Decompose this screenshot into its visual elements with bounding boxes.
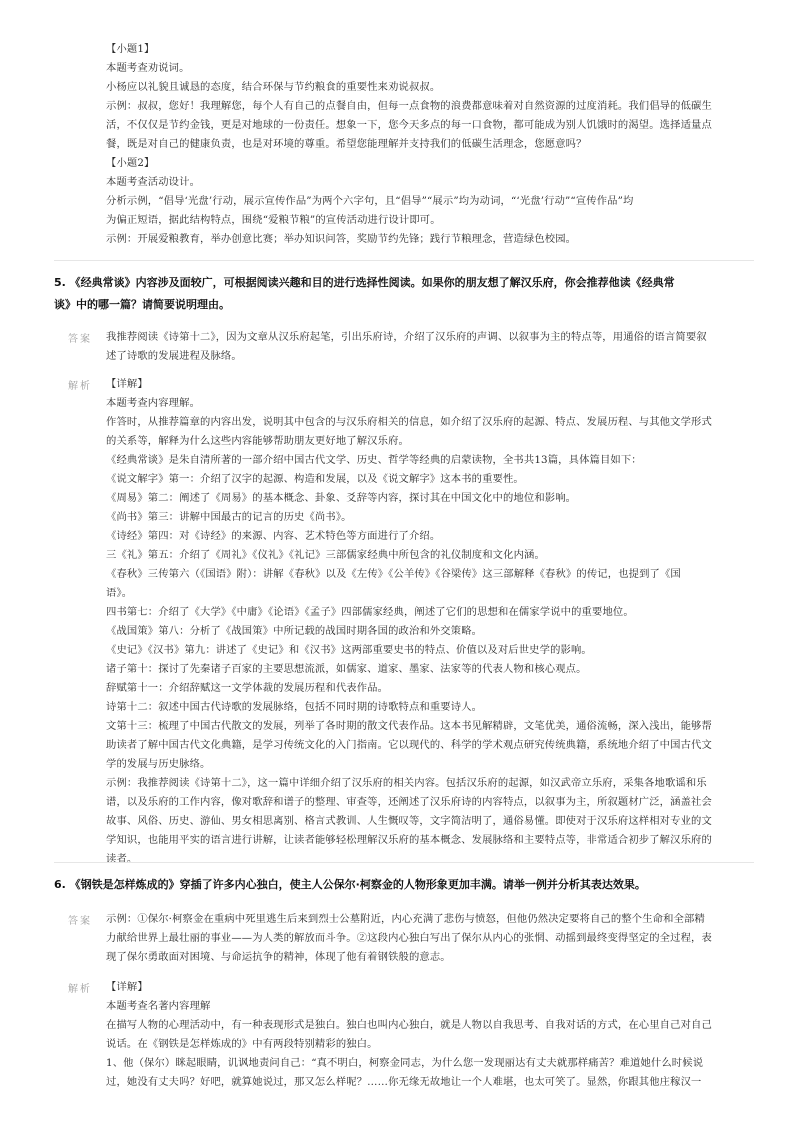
text-line: 【小题2】: [106, 157, 155, 169]
answer-block: [106, 328, 718, 366]
text-line: 本题考查名著内容理解: [106, 1000, 211, 1012]
analysis-label: 解析: [68, 984, 92, 995]
text-line: 的关系等，解释为什么这些内容能够帮助朋友更好地了解汉乐府。: [106, 435, 409, 447]
text-line: 【小题1】: [106, 43, 155, 55]
text-line: 活，不仅仅是节约金钱，更是对地球的一份责任。想象一下，您今天多点的每一口食物，都可能成为别人饥饿时的渴望。选择适量点: [106, 119, 712, 131]
text-line: 力献给世界上最壮丽的事业——为人类的解放而斗争。②这段内心独白写出了保尔从内心的张惘、动摇到最终变得坚定的全过程，表: [106, 932, 712, 944]
text-line: 本题考查内容理解。: [106, 397, 201, 409]
text-line: 分析示例，“倡导‘光盘’行动，展示宣传作品”为两个六字句，且“倡导”“展示”均为动词，“‘光盘’行动”“宣传作品”均: [106, 195, 634, 207]
text-line: 辞赋第十一：介绍辞赋这一文学体裁的发展历程和代表作品。: [106, 682, 389, 694]
text-line: 说话。在《钢铁是怎样炼成的》中有两段特别精彩的独白。: [106, 1038, 378, 1050]
analysis-block: [106, 375, 718, 869]
text-line: 本题考查劝说词。: [106, 62, 190, 74]
text-line: 我推荐阅读《诗第十二》，因为文章从汉乐府起笔，引出乐府诗，介绍了汉乐府的声调、以叙事为主的特点等，用通俗的语言简要叙: [106, 331, 707, 343]
text-line: 示例：开展爱粮教育，举办创意比赛；举办知识问答，奖励节约先锋；践行节粮理念，营造绿色校园。: [106, 233, 577, 245]
question-5-heading: [54, 272, 754, 316]
question-line: 谈》中的哪一篇？请简要说明理由。: [54, 298, 230, 311]
section-divider: [54, 260, 754, 261]
text-line: 【详解】: [106, 981, 148, 993]
text-line: 诸子第十：探讨了先秦诸子百家的主要思想流派，如儒家、道家、墨家、法家等的代表人物和核心观点。: [106, 663, 587, 675]
question-line: 5. 《经典常谈》内容涉及面较广，可根据阅读兴趣和目的进行选择性阅读。如果你的朋友想了解汉乐府，你会推荐他读《经典常: [54, 276, 675, 289]
text-line: 《战国策》第八：分析了《战国策》中所记载的战国时期各国的政治和外交策略。: [106, 625, 483, 637]
text-line: 故事、风俗、历史、游仙、男女相思离别、格言式教训、人生慨叹等，文字简洁明了，通俗易懂。即使对于汉乐府这样相对专业的文: [106, 815, 712, 827]
text-line: 《周易》第二：阐述了《周易》的基本概念、卦象、爻辞等内容，探讨其在中国文化中的地位和影响。: [106, 492, 577, 504]
text-line: 【详解】: [106, 378, 148, 390]
text-line: 小杨应以礼貌且诚恳的态度，结合环保与节约粮食的重要性来劝说叔叔。: [106, 81, 441, 93]
text-line: 《史记》《汉书》第九：讲述了《史记》和《汉书》这两部重要史书的特点、价值以及对后世史学的影响。: [106, 644, 592, 656]
answer-label: 答案: [68, 916, 92, 927]
text-line: 作答时，从推荐篇章的内容出发，说明其中包含的与汉乐府相关的信息，如介绍了汉乐府的起源、特点、发展历程、与其他文学形式: [106, 416, 712, 428]
question-6-heading: [54, 874, 754, 896]
text-line: 《春秋》三传第六（《国语》附）：讲解《春秋》以及《左传》《公羊传》《谷梁传》这三部解释《春秋》的传记，也提到了《国: [106, 568, 681, 580]
top-section: [106, 40, 718, 249]
question-line: 6. 《钢铁是怎样炼成的》穿插了许多内心独白，使主人公保尔·柯察金的人物形象更加丰满。请举一例并分析其表达效果。: [54, 878, 646, 891]
answer-block: [106, 910, 718, 967]
section-divider: [54, 862, 754, 863]
text-line: 《诗经》第四：对《诗经》的来源、内容、艺术特色等方面进行了介绍。: [106, 530, 441, 542]
text-line: 助读者了解中国古代文化典籍，是学习传统文化的入门指南。它以现代的、科学的学术观点研究传统典籍，系统地介绍了中国古代文: [106, 739, 712, 751]
text-line: 读者。: [106, 853, 138, 865]
text-line: 《经典常谈》是朱自清所著的一部介绍中国古代文学、历史、哲学等经典的启蒙读物，全书共13篇，具体篇目如下：: [106, 454, 642, 466]
analysis-block: [106, 978, 718, 1092]
text-line: 现了保尔勇敢面对困境、与命运抗争的精神，体现了他有着钢铁般的意志。: [106, 951, 451, 963]
answer-label: 答案: [68, 334, 92, 345]
text-line: 在描写人物的心理活动中，有一种表现形式是独白。独白也叫内心独白，就是人物以自我思考、自我对话的方式，在心里自己对自己: [106, 1019, 712, 1031]
text-line: 为偏正短语，据此结构特点，围绕“爱粮节粮”的宣传活动进行设计即可。: [106, 214, 441, 226]
text-line: 学的发展与历史脉络。: [106, 758, 211, 770]
text-line: 《尚书》第三：讲解中国最古的记言的历史《尚书》。: [106, 511, 352, 523]
text-line: 谱，以及乐府的工作内容，像对歌辞和谱子的整理、审查等，还阐述了汉乐府诗的内容特点，以叙事为主，所叙题材广泛，涵盖社会: [106, 796, 712, 808]
text-line: 诗第十二：叙述中国古代诗歌的发展脉络，包括不同时期的诗歌特点和重要诗人。: [106, 701, 483, 713]
text-line: 1、他（保尔）眯起眼睛，讥讽地责问自己：“真不明白，柯察金同志，为什么您一发现丽达有丈夫就那样痛苦？难道她什么时候说: [106, 1057, 704, 1069]
text-line: 过，她没有丈夫吗？好吧，就算她说过，那又怎么样呢？……你无缘无故地让一个人难堪，也太可笑了。显然，你跟其他庄稼汉一: [106, 1076, 702, 1088]
text-line: 《说文解字》第一：介绍了汉字的起源、构造和发展，以及《说文解字》这本书的重要性。: [106, 473, 524, 485]
text-line: 餐，既是对自己的健康负责，也是对环境的尊重。希望您能理解并支持我们的低碳生活理念，您愿意吗？: [106, 138, 587, 150]
text-line: 示例：①保尔·柯察金在重病中死里逃生后来到烈士公墓附近，内心充满了悲伤与愤怒，但他仍然决定要将自己的整个生命和全部精: [106, 913, 705, 925]
analysis-label: 解析: [68, 381, 92, 392]
text-line: 述了诗歌的发展进程及脉络。: [106, 350, 242, 362]
text-line: 文第十三：梳理了中国古代散文的发展，列举了各时期的散文代表作品。这本书见解精辟，文笔优美，通俗流畅，深入浅出，能够帮: [106, 720, 712, 732]
text-line: 三《礼》第五：介绍了《周礼》《仪礼》《礼记》三部儒家经典中所包含的礼仪制度和文化内涵。: [106, 549, 545, 561]
text-line: 四书第七：介绍了《大学》《中庸》《论语》《孟子》四部儒家经典，阐述了它们的思想和在儒家学说中的重要地位。: [106, 606, 634, 618]
text-line: 语》。: [106, 587, 133, 599]
text-line: 学知识，也能用平实的语言进行讲解，让读者能够轻松理解汉乐府的基本概念、发展脉络和主要特点等，非常适合初步了解汉乐府的: [106, 834, 712, 846]
text-line: 示例：叔叔，您好！我理解您，每个人有自己的点餐自由，但每一点食物的浪费都意味着对自然资源的过度消耗。我们倡导的低碳生: [106, 100, 712, 112]
text-line: 示例：我推荐阅读《诗第十二》，这一篇中详细介绍了汉乐府的相关内容。包括汉乐府的起源，如汉武帝立乐府，采集各地歌谣和乐: [106, 777, 707, 789]
text-line: 本题考查活动设计。: [106, 176, 201, 188]
